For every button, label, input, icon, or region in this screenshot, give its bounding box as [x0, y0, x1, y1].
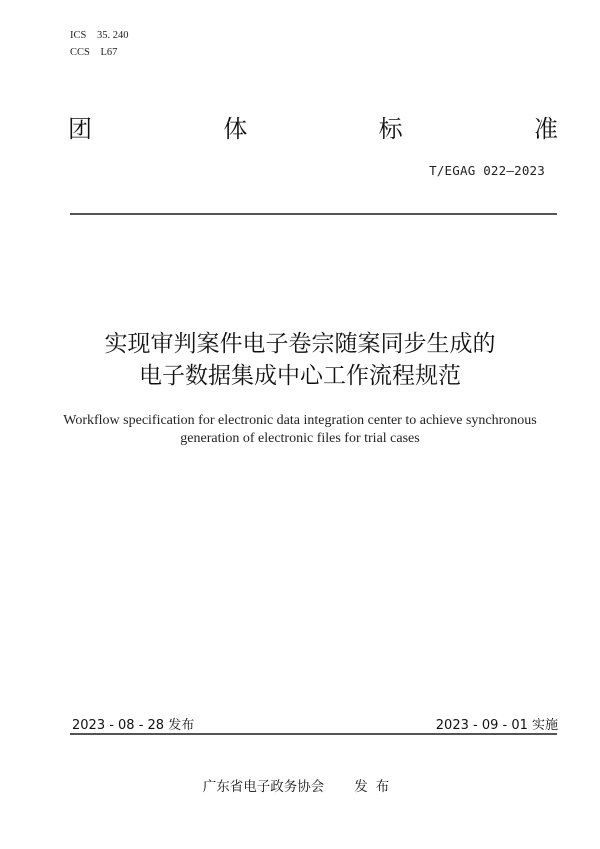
chinese-title-line-1: 实现审判案件电子卷宗随案同步生成的	[104, 331, 496, 357]
standard-type-char: 体	[223, 115, 248, 143]
implementation-date: 2023 - 09 - 01 实施	[435, 718, 558, 733]
top-divider	[70, 213, 557, 215]
english-title-line-1: Workflow specification for electronic data integration center to achieve synchronous	[63, 413, 537, 428]
chinese-title-line-2: 电子数据集成中心工作流程规范	[139, 363, 461, 389]
standard-type-char: 团	[68, 115, 92, 143]
standard-type-char: 标	[378, 115, 403, 143]
standard-type-heading	[68, 113, 558, 145]
ccs-value: L67	[100, 47, 118, 58]
standard-number: T/EGAG 022—2023	[429, 163, 545, 178]
ccs-label: CCS	[70, 47, 90, 58]
publisher-name: 广东省电子政务协会	[202, 779, 325, 795]
ics-value: 35. 240	[96, 30, 129, 41]
classification-codes	[70, 27, 128, 61]
publisher-line	[0, 775, 600, 795]
release-date: 2023 - 08 - 28 发布	[72, 718, 195, 733]
publisher-action: 发布	[354, 779, 398, 795]
standard-type-char: 准	[533, 115, 558, 143]
english-title-line-2: generation of electronic files for trial cases	[180, 431, 420, 446]
ccs-code	[70, 44, 128, 61]
chinese-title	[0, 328, 600, 392]
english-title	[0, 412, 600, 448]
bottom-divider	[70, 733, 557, 735]
ics-label: ICS	[70, 30, 87, 41]
ics-code	[70, 27, 128, 44]
